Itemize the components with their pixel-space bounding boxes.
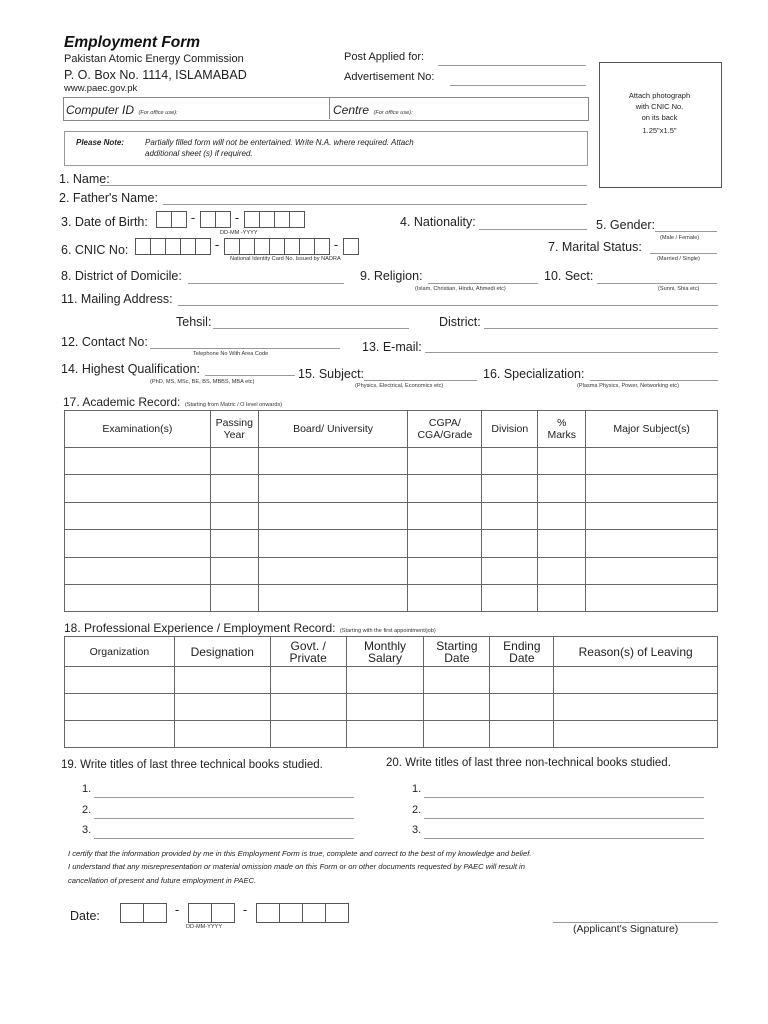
name-field[interactable] xyxy=(100,185,587,186)
date-digit[interactable] xyxy=(211,903,235,923)
photo-size: 1.25"x1.5" xyxy=(642,126,677,135)
photo-line2: with CNIC No. xyxy=(635,102,684,111)
computer-id-field[interactable] xyxy=(66,101,178,119)
non-technical-books-heading: 20. Write titles of last three non-technical books studied. xyxy=(386,757,671,769)
sect-field[interactable] xyxy=(597,283,717,284)
technical-book-number: 1. xyxy=(82,783,92,795)
academic-header-row xyxy=(65,411,718,448)
technical-book-number: 3. xyxy=(82,824,92,836)
specialization-field[interactable] xyxy=(590,380,718,381)
cnic-digit[interactable] xyxy=(150,238,166,255)
dob-digit[interactable] xyxy=(274,211,290,228)
note-box xyxy=(64,131,588,166)
specialization-hint: (Plasma Physics, Power, Networking etc) xyxy=(577,383,679,389)
dob-label: 3. Date of Birth: xyxy=(61,215,148,229)
dob-digit[interactable] xyxy=(200,211,216,228)
cnic-hint: National Identity Card No. Issued by NADRA xyxy=(230,256,341,262)
cnic-digit[interactable] xyxy=(195,238,211,255)
advertisement-label: Advertisement No: xyxy=(344,71,435,83)
dob-hint: DD-MM -YYYY xyxy=(220,230,258,236)
date-digit[interactable] xyxy=(302,903,326,923)
photo-line3: on its back xyxy=(641,113,678,122)
note-line1: Partially filled form will not be entertained. Write N.A. where required. Attach xyxy=(145,138,414,147)
academic-row[interactable] xyxy=(65,448,718,475)
non-technical-book-field[interactable] xyxy=(424,797,704,798)
technical-book-number: 2. xyxy=(82,804,92,816)
academic-row[interactable] xyxy=(65,503,718,530)
computer-id-note: (For office use): xyxy=(138,110,178,116)
cnic-digit[interactable] xyxy=(224,238,240,255)
non-technical-book-field[interactable] xyxy=(424,818,704,819)
experience-col-header: Ending Date xyxy=(490,637,554,667)
experience-row[interactable] xyxy=(65,694,718,721)
academic-row[interactable] xyxy=(65,530,718,558)
qualification-field[interactable] xyxy=(205,375,295,376)
gender-field[interactable] xyxy=(655,231,717,232)
dob-digit[interactable] xyxy=(289,211,305,228)
mailing-address-field[interactable] xyxy=(178,305,718,306)
experience-col-header: Monthly Salary xyxy=(346,637,424,667)
centre-field[interactable] xyxy=(333,101,413,119)
signature-label: (Applicant's Signature) xyxy=(573,923,679,935)
certification-line1: I certify that the information provided by me in this Employment Form is true, complete and correct to the best of my knowledge and belief. xyxy=(68,849,532,858)
religion-label: 9. Religion: xyxy=(360,269,423,283)
experience-col-header: Reason(s) of Leaving xyxy=(554,637,718,667)
experience-row[interactable] xyxy=(65,667,718,694)
academic-col-header: % Marks xyxy=(538,411,586,448)
post-applied-label: Post Applied for: xyxy=(344,51,425,63)
cnic-digit[interactable] xyxy=(343,238,359,255)
centre-note: (For office use): xyxy=(373,110,413,116)
father-name-field[interactable] xyxy=(163,204,587,205)
photo-instruction xyxy=(599,90,720,136)
technical-book-field[interactable] xyxy=(94,818,354,819)
date-digit[interactable] xyxy=(279,903,303,923)
date-separator: - xyxy=(174,902,180,917)
post-applied-field[interactable] xyxy=(438,65,586,66)
cnic-digit[interactable] xyxy=(239,238,255,255)
dob-digit[interactable] xyxy=(171,211,187,228)
cnic-digit[interactable] xyxy=(284,238,300,255)
dob-separator: - xyxy=(234,210,240,225)
marital-label: 7. Marital Status: xyxy=(548,240,642,254)
experience-title: 18. Professional Experience / Employment Record: xyxy=(64,621,336,635)
cnic-separator: - xyxy=(333,237,339,252)
subject-label: 15. Subject: xyxy=(298,367,365,381)
subject-hint: (Physics, Electrical, Economics etc) xyxy=(355,383,444,389)
nationality-field[interactable] xyxy=(479,229,587,230)
experience-col-header: Organization xyxy=(65,637,175,667)
advertisement-field[interactable] xyxy=(450,85,586,86)
dob-digit[interactable] xyxy=(156,211,172,228)
name-label: 1. Name: xyxy=(59,172,110,186)
email-label: 13. E-mail: xyxy=(362,340,422,354)
religion-field[interactable] xyxy=(428,283,538,284)
date-digit[interactable] xyxy=(143,903,167,923)
contact-hint: Telephone No With Area Code xyxy=(193,351,269,357)
qualification-label: 14. Highest Qualification: xyxy=(61,362,200,376)
academic-record-note: (Starting from Matric / O level onwards) xyxy=(184,402,283,408)
academic-row[interactable] xyxy=(65,558,718,585)
specialization-label: 16. Specialization: xyxy=(483,367,585,381)
date-digit[interactable] xyxy=(120,903,144,923)
domicile-field[interactable] xyxy=(188,283,344,284)
tehsil-field[interactable] xyxy=(213,328,409,329)
org-website: www.paec.gov.pk xyxy=(64,83,138,94)
date-hint: DD-MM-YYYY xyxy=(186,924,223,930)
experience-col-header: Starting Date xyxy=(424,637,490,667)
domicile-label: 8. District of Domicile: xyxy=(61,269,182,283)
centre-label: Centre xyxy=(333,103,370,117)
dob-separator: - xyxy=(190,210,196,225)
cnic-label: 6. CNIC No: xyxy=(61,243,129,257)
tehsil-label: Tehsil: xyxy=(176,315,212,329)
non-technical-book-number: 1. xyxy=(412,783,422,795)
dob-digit[interactable] xyxy=(215,211,231,228)
father-name-label: 2. Father's Name: xyxy=(59,191,158,205)
contact-label: 12. Contact No: xyxy=(61,335,148,349)
gender-hint: (Male / Female) xyxy=(660,235,700,241)
nationality-label: 4. Nationality: xyxy=(400,215,476,229)
note-line2: additional sheet (s) if required. xyxy=(145,149,253,158)
cnic-digit[interactable] xyxy=(165,238,181,255)
non-technical-book-number: 2. xyxy=(412,804,422,816)
form-title: Employment Form xyxy=(64,34,201,51)
marital-hint: (Married / Single) xyxy=(657,256,700,262)
date-boxes[interactable] xyxy=(120,903,348,923)
cnic-digit[interactable] xyxy=(135,238,151,255)
certification-line3: cancellation of present and future employment in PAEC. xyxy=(68,876,257,885)
dob-digit[interactable] xyxy=(259,211,275,228)
technical-book-field[interactable] xyxy=(94,797,354,798)
subject-field[interactable] xyxy=(364,380,477,381)
note-label: Please Note: xyxy=(76,138,125,147)
academic-record-title: 17. Academic Record: xyxy=(63,395,181,409)
experience-col-header: Designation xyxy=(174,637,270,667)
cnic-boxes[interactable] xyxy=(135,238,358,256)
academic-col-header: Division xyxy=(482,411,538,448)
experience-col-header: Govt. / Private xyxy=(270,637,346,667)
religion-hint: (Islam, Christian, Hindu, Ahmedi etc) xyxy=(415,286,506,292)
academic-col-header: Major Subject(s) xyxy=(586,411,718,448)
sect-label: 10. Sect: xyxy=(544,269,594,283)
non-technical-book-field[interactable] xyxy=(424,838,704,839)
mailing-address-label: 11. Mailing Address: xyxy=(61,292,173,306)
technical-book-field[interactable] xyxy=(94,838,354,839)
academic-col-header: CGPA/ CGA/Grade xyxy=(408,411,482,448)
photo-line1: Attach photograph xyxy=(628,91,691,100)
academic-row[interactable] xyxy=(65,585,718,612)
cnic-separator: - xyxy=(214,237,220,252)
dob-boxes[interactable] xyxy=(156,211,304,229)
cnic-digit[interactable] xyxy=(180,238,196,255)
marital-field[interactable] xyxy=(650,253,717,254)
qualification-hint: (PhD, MS, MSc, BE, BS, MBBS, MBA etc) xyxy=(150,379,255,385)
academic-col-header: Board/ University xyxy=(258,411,408,448)
office-divider xyxy=(329,97,330,119)
experience-heading xyxy=(64,619,436,637)
district-field[interactable] xyxy=(484,328,718,329)
gender-label: 5. Gender: xyxy=(596,218,656,232)
sect-hint: (Sunni, Shia etc) xyxy=(658,286,700,292)
academic-record-table xyxy=(64,410,718,612)
non-technical-book-number: 3. xyxy=(412,824,422,836)
date-separator: - xyxy=(242,902,248,917)
email-field[interactable] xyxy=(425,352,718,353)
date-digit[interactable] xyxy=(188,903,212,923)
date-digit[interactable] xyxy=(256,903,280,923)
academic-col-header: Passing Year xyxy=(210,411,258,448)
dob-digit[interactable] xyxy=(244,211,260,228)
technical-books-heading: 19. Write titles of last three technical books studied. xyxy=(61,759,323,771)
district-label: District: xyxy=(439,315,481,329)
contact-field[interactable] xyxy=(150,348,340,349)
org-address: P. O. Box No. 1114, ISLAMABAD xyxy=(64,68,247,82)
experience-header-row xyxy=(65,637,718,667)
experience-row[interactable] xyxy=(65,721,718,748)
academic-record-heading xyxy=(63,393,282,411)
date-label: Date: xyxy=(70,909,100,923)
computer-id-label: Computer ID xyxy=(66,103,135,117)
experience-note: (Starting with the first appointment/job) xyxy=(339,628,436,634)
certification-line2: I understand that any misrepresentation or material omission made on this Form or on other documents requested by PAEC will result in xyxy=(68,862,525,871)
experience-table xyxy=(64,636,718,748)
cnic-digit[interactable] xyxy=(299,238,315,255)
cnic-digit[interactable] xyxy=(269,238,285,255)
academic-row[interactable] xyxy=(65,475,718,503)
cnic-digit[interactable] xyxy=(254,238,270,255)
date-digit[interactable] xyxy=(325,903,349,923)
academic-col-header: Examination(s) xyxy=(65,411,211,448)
org-name: Pakistan Atomic Energy Commission xyxy=(64,53,244,65)
cnic-digit[interactable] xyxy=(314,238,330,255)
